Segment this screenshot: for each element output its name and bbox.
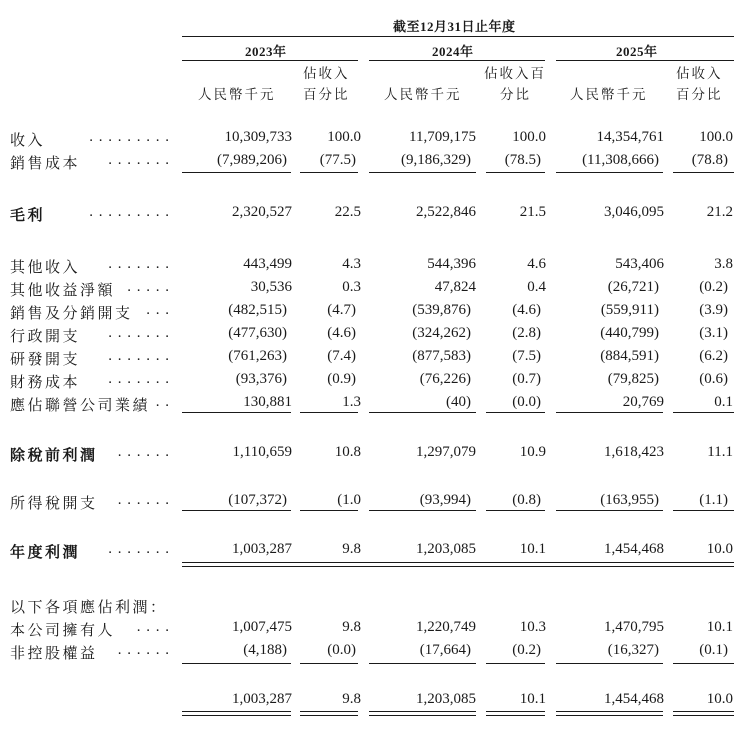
row-value: (93,994)	[419, 492, 471, 508]
leader-dots: . . . . . . .	[108, 371, 170, 387]
row-value: 1,007,475	[232, 619, 292, 635]
double-line-total	[673, 711, 734, 712]
row-value: (76,226)	[419, 371, 471, 387]
col-amount-2023: 人民幣千元	[198, 87, 276, 102]
row-value: (40)	[446, 394, 471, 410]
row-value: 1,470,795	[604, 619, 664, 635]
double-line-total	[300, 715, 358, 716]
row-value: (17,664)	[419, 642, 471, 658]
leader-dots-wrap	[108, 371, 170, 388]
row-value: (9,186,329)	[401, 152, 471, 168]
row-value: 11.1	[707, 444, 733, 460]
row-value: (4.7)	[327, 302, 356, 318]
row-value: 4.6	[527, 256, 546, 272]
row-value: (440,799)	[600, 325, 659, 341]
row-value: 22.5	[334, 204, 361, 220]
year-2025-underline	[556, 60, 734, 61]
double-line-total	[182, 715, 291, 716]
row-label: 年度利潤	[10, 545, 81, 561]
row-value: 100.0	[512, 129, 546, 145]
row-value: (482,515)	[228, 302, 287, 318]
row-value: (26,721)	[607, 279, 659, 295]
row-value: 1,003,287	[232, 541, 292, 557]
row-value: (93,376)	[235, 371, 287, 387]
row-value: 543,406	[615, 256, 664, 272]
row-value: 30,536	[250, 279, 292, 295]
row-value: 3.8	[714, 256, 733, 272]
row-value: 1,203,085	[416, 541, 476, 557]
row-value: 0.3	[342, 279, 361, 295]
leader-dots: . . . . .	[127, 279, 170, 295]
leader-dots: . . . . . . . . .	[89, 204, 170, 220]
row-value: (0.8)	[512, 492, 541, 508]
leader-dots: . . . .	[136, 619, 170, 635]
double-line-total	[486, 711, 545, 712]
row-value: (539,876)	[412, 302, 471, 318]
leader-dots-wrap	[118, 492, 170, 509]
leader-dots: . . . . . .	[117, 642, 170, 658]
row-value: (4.6)	[512, 302, 541, 318]
period-title: 截至12月31日止年度	[393, 19, 516, 34]
row-value: (3.1)	[699, 325, 728, 341]
row-value: 544,396	[427, 256, 476, 272]
double-line-total	[673, 715, 734, 716]
row-value: 1.3	[342, 394, 361, 410]
subtotal-line-cost-of-sales	[673, 172, 734, 173]
row-value: (559,911)	[600, 302, 659, 318]
row-label: 收入	[10, 133, 46, 149]
row-value: (884,591)	[600, 348, 659, 364]
row-label: 毛利	[10, 208, 46, 224]
subtotal-line-cost-of-sales	[300, 172, 358, 173]
row-value: (11,308,666)	[582, 152, 659, 168]
row-value: 0.4	[527, 279, 546, 295]
subtotal-line-tax	[486, 510, 545, 511]
row-value: (78.8)	[691, 152, 728, 168]
leader-dots-wrap	[137, 619, 170, 636]
row-value: 10.0	[706, 691, 733, 707]
row-value: 1,220,749	[416, 619, 476, 635]
row-value: (0.6)	[699, 371, 728, 387]
subtotal-line-associates	[182, 412, 291, 413]
double-line-total	[369, 715, 476, 716]
row-value: 100.0	[699, 129, 733, 145]
subtotal-line-associates	[556, 412, 663, 413]
subtotal-line-associates	[486, 412, 545, 413]
leader-dots-wrap	[118, 444, 170, 461]
subtotal-line-nci	[182, 663, 291, 664]
row-value: 10.1	[519, 541, 546, 557]
row-value: (6.2)	[699, 348, 728, 364]
col-amount-2025: 人民幣千元	[570, 87, 648, 102]
row-value: 9.8	[342, 541, 361, 557]
leader-dots: . . . . . . .	[108, 325, 170, 341]
row-label: 研發開支	[10, 352, 81, 368]
row-value: 1,110,659	[232, 444, 292, 460]
subtotal-line-tax	[369, 510, 476, 511]
row-value: (7.4)	[327, 348, 356, 364]
row-label: 所得稅開支	[10, 496, 98, 512]
row-value: 9.8	[342, 691, 361, 707]
row-value: 2,522,846	[416, 204, 476, 220]
col-pct-2024-line1: 佔收入百	[484, 66, 546, 81]
subtotal-line-associates	[369, 412, 476, 413]
row-value: (4.6)	[327, 325, 356, 341]
leader-dots: . . .	[146, 302, 170, 318]
double-line-total	[369, 711, 476, 712]
row-value: 10,309,733	[224, 129, 292, 145]
row-value: (0.0)	[327, 642, 356, 658]
leader-dots-wrap	[108, 152, 170, 169]
row-value: 1,297,079	[416, 444, 476, 460]
leader-dots: . . . . . . .	[108, 541, 170, 557]
row-label: 非控股權益	[10, 646, 98, 662]
row-value: (79,825)	[607, 371, 659, 387]
year-2024: 2024年	[432, 44, 474, 59]
row-value: (77.5)	[319, 152, 356, 168]
subtotal-line-tax	[182, 510, 291, 511]
double-line-profit	[182, 562, 734, 563]
double-line-total	[556, 715, 663, 716]
row-label: 應佔聯營公司業績	[10, 398, 151, 414]
row-value: (163,955)	[600, 492, 659, 508]
row-value: (0.2)	[699, 279, 728, 295]
col-pct-2023-line1: 佔收入	[303, 66, 350, 81]
leader-dots-wrap	[89, 204, 170, 221]
year-2023: 2023年	[245, 44, 287, 59]
row-value: (3.9)	[699, 302, 728, 318]
row-value: (4,188)	[243, 642, 287, 658]
subtotal-line-nci	[369, 663, 476, 664]
row-value: 1,454,468	[604, 691, 664, 707]
row-value: (477,630)	[228, 325, 287, 341]
leader-dots-wrap	[108, 256, 170, 273]
row-value: 100.0	[327, 129, 361, 145]
row-value: 10.3	[519, 619, 546, 635]
row-value: 4.3	[342, 256, 361, 272]
row-value: 10.9	[519, 444, 546, 460]
row-value: 20,769	[622, 394, 664, 410]
row-value: 14,354,761	[596, 129, 664, 145]
subtotal-line-nci	[300, 663, 358, 664]
subtotal-line-nci	[673, 663, 734, 664]
subtotal-line-associates	[673, 412, 734, 413]
row-value: 443,499	[243, 256, 292, 272]
leader-dots: . . . . . . .	[108, 256, 170, 272]
year-2024-underline	[369, 60, 545, 61]
double-line-total	[556, 711, 663, 712]
leader-dots: . . . . . . . . .	[89, 129, 170, 145]
row-label: 銷售成本	[10, 156, 81, 172]
row-value: 9.8	[342, 619, 361, 635]
leader-dots: . . . . . .	[117, 492, 170, 508]
row-value: (16,327)	[607, 642, 659, 658]
row-label: 本公司擁有人	[10, 623, 116, 639]
row-value: (0.0)	[512, 394, 541, 410]
row-value: (324,262)	[412, 325, 471, 341]
row-value: 21.2	[706, 204, 733, 220]
col-pct-2024-line2: 分比	[500, 87, 531, 102]
double-line-profit	[182, 566, 734, 567]
row-value: 1,618,423	[604, 444, 664, 460]
row-value: (107,372)	[228, 492, 287, 508]
row-value: 10.0	[706, 541, 733, 557]
row-value: (761,263)	[228, 348, 287, 364]
subtotal-line-cost-of-sales	[556, 172, 663, 173]
row-value: (0.7)	[512, 371, 541, 387]
leader-dots-wrap	[118, 642, 170, 659]
row-label: 除稅前利潤	[10, 448, 98, 464]
leader-dots: . . . . . . .	[108, 348, 170, 364]
double-line-total	[300, 711, 358, 712]
year-2025: 2025年	[616, 44, 658, 59]
row-value: 3,046,095	[604, 204, 664, 220]
subtotal-line-cost-of-sales	[486, 172, 545, 173]
leader-dots-wrap	[146, 302, 170, 319]
row-value: (0.1)	[699, 642, 728, 658]
leader-dots-wrap	[108, 541, 170, 558]
leader-dots: . . . . . .	[117, 444, 170, 460]
row-value: 1,454,468	[604, 541, 664, 557]
row-value: 1,003,287	[232, 691, 292, 707]
col-pct-2025-line2: 百分比	[676, 87, 723, 102]
col-pct-2023-line2: 百分比	[303, 87, 350, 102]
row-value: 11,709,175	[409, 129, 476, 145]
subtotal-line-tax	[556, 510, 663, 511]
leader-dots-wrap	[127, 279, 170, 296]
row-value: (1.1)	[699, 492, 728, 508]
row-label: 財務成本	[10, 375, 81, 391]
subtotal-line-nci	[556, 663, 663, 664]
row-value: 1,203,085	[416, 691, 476, 707]
col-pct-2025-line1: 佔收入	[676, 66, 723, 81]
leader-dots-wrap	[156, 394, 170, 411]
leader-dots-wrap	[108, 325, 170, 342]
subtotal-line-nci	[486, 663, 545, 664]
subtotal-line-tax	[673, 510, 734, 511]
leader-dots-wrap	[108, 348, 170, 365]
row-label: 銷售及分銷開支	[10, 306, 133, 322]
row-value: 130,881	[243, 394, 292, 410]
row-value: (7.5)	[512, 348, 541, 364]
row-value: (7,989,206)	[217, 152, 287, 168]
row-label: 以下各項應佔利潤：	[10, 600, 168, 616]
row-value: 10.8	[334, 444, 361, 460]
row-value: 47,824	[434, 279, 476, 295]
leader-dots-wrap	[89, 129, 170, 146]
row-value: (78.5)	[504, 152, 541, 168]
subtotal-line-associates	[300, 412, 358, 413]
row-value: 0.1	[714, 394, 733, 410]
double-line-total	[182, 711, 291, 712]
row-label: 其他收入	[10, 260, 81, 276]
year-2023-underline	[182, 60, 358, 61]
col-amount-2024: 人民幣千元	[384, 87, 462, 102]
row-value: (0.9)	[327, 371, 356, 387]
double-line-total	[486, 715, 545, 716]
row-label: 行政開支	[10, 329, 81, 345]
leader-dots: . .	[155, 394, 170, 410]
subtotal-line-tax	[300, 510, 358, 511]
row-value: (0.2)	[512, 642, 541, 658]
row-value: (1.0	[337, 492, 361, 508]
leader-dots: . . . . . . .	[108, 152, 170, 168]
row-value: 10.1	[519, 691, 546, 707]
row-value: 21.5	[519, 204, 546, 220]
row-label: 其他收益淨額	[10, 283, 116, 299]
row-value: 2,320,527	[232, 204, 292, 220]
subtotal-line-cost-of-sales	[369, 172, 476, 173]
period-underline	[182, 36, 734, 37]
subtotal-line-cost-of-sales	[182, 172, 291, 173]
row-value: (877,583)	[412, 348, 471, 364]
row-value: 10.1	[706, 619, 733, 635]
row-value: (2.8)	[512, 325, 541, 341]
